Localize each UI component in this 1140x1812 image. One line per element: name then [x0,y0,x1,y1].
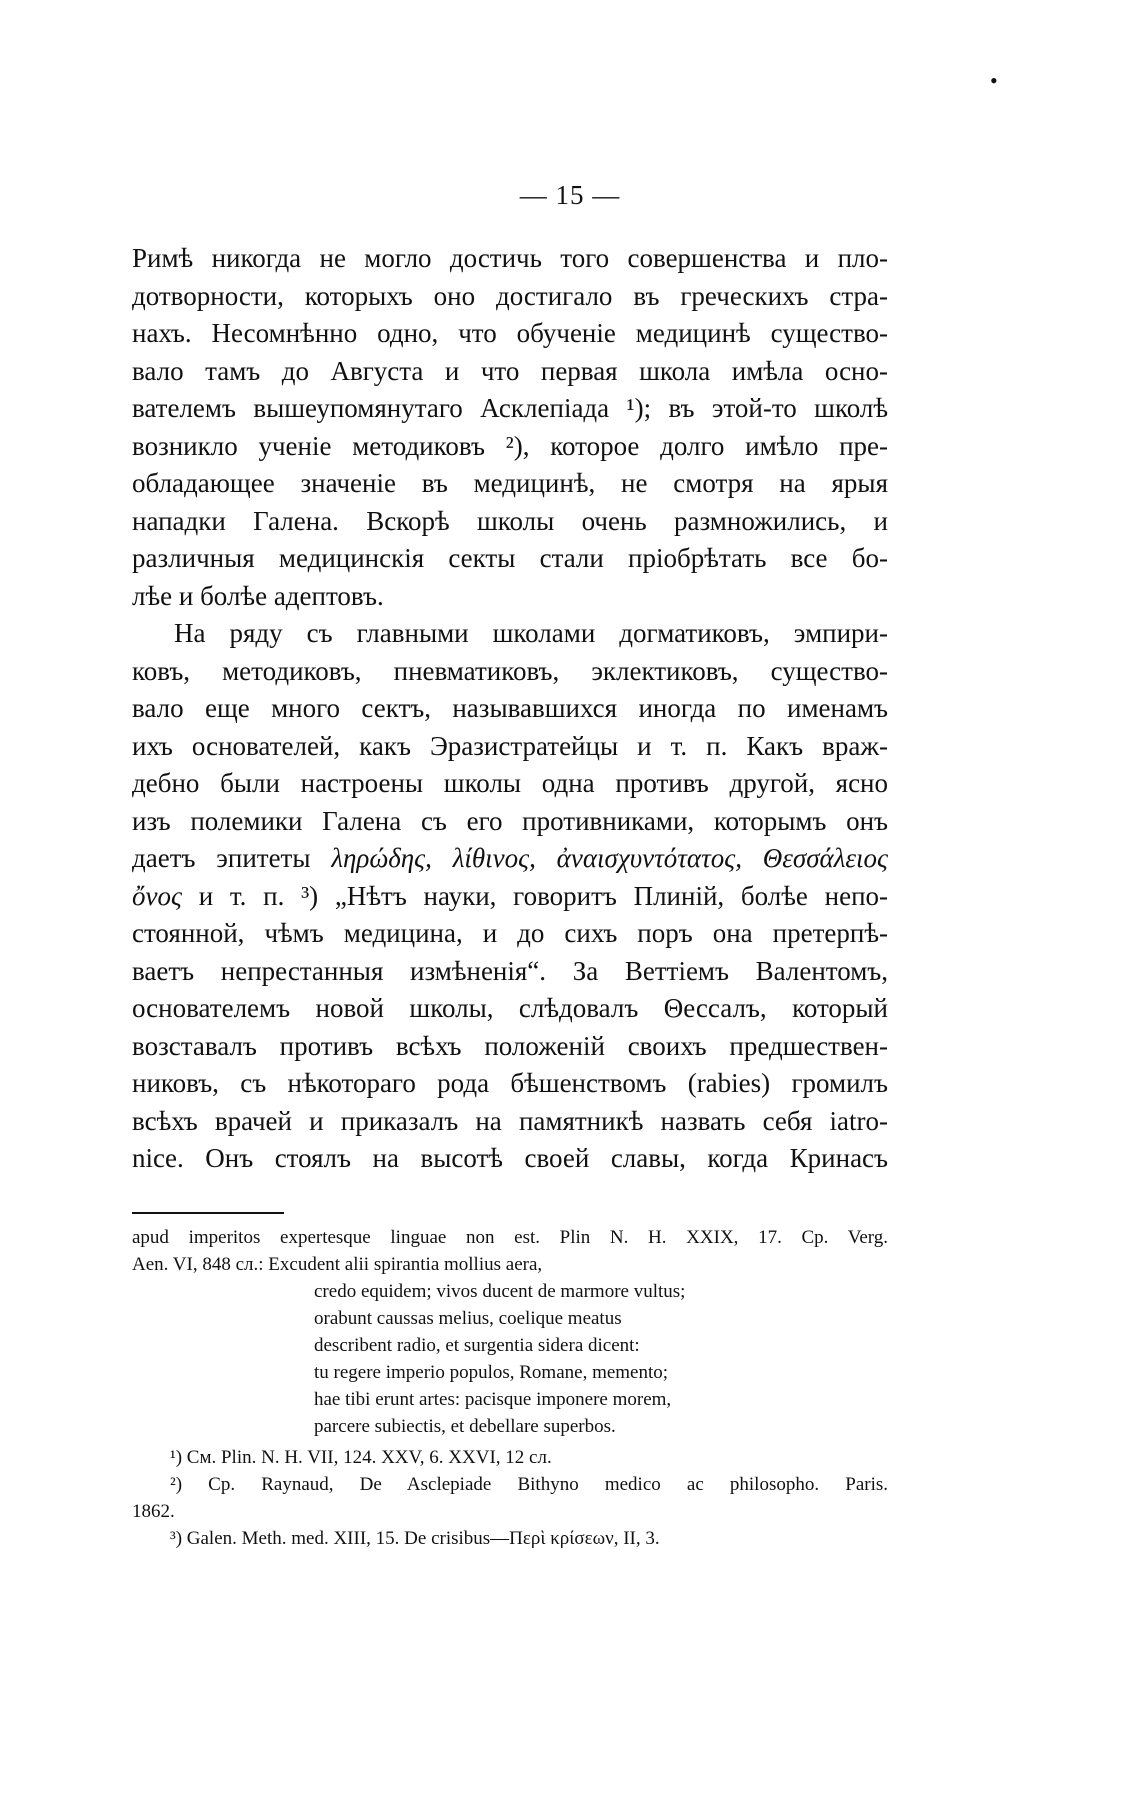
greek-word: ὄνος [132,880,182,911]
verse-line: tu regere imperio populos, Romane, memento; [314,1362,669,1383]
greek-epithets-line [132,840,888,878]
text-line: вало тамъ до Августа и что первая школа имѣла осно- [132,355,888,386]
footnote-line: Aen. VI, 848 сл.: Excudent alii spirantia mollius aera, [132,1254,543,1275]
footnote-2: ²) Cp. Raynaud, De Asclepiade Bithyno medico ac philosopho. Paris. [170,1474,888,1495]
text-line: ихъ основателей, какъ Эразистратейцы и т. п. Какъ враж- [132,730,888,761]
footnote-1: ¹) См. Plin. N. H. VII, 124. XXV, 6. XXVI, 12 сл. [170,1447,552,1468]
text-line: ковъ, методиковъ, пневматиковъ, эклектиковъ, существо- [132,655,888,686]
text-line: обладающее значеніе въ медицинѣ, не смотря на ярыя [132,468,888,498]
footnote-3: ³) Galen. Meth. med. XIII, 15. De crisibus—Περὶ κρίσεων, II, 3. [170,1528,660,1549]
text-line: стоянной, чѣмъ медицина, и до сихъ поръ она претерпѣ- [132,918,888,948]
text-line: никовъ, съ нѣкотораго рода бѣшенствомъ (rabies) громилъ [132,1068,888,1098]
text-line: нападки Галена. Вскорѣ школы очень размножились, и [132,505,888,536]
verse-line: describent radio, et surgentia sidera dicent: [314,1335,640,1356]
paragraph-1 [132,240,888,615]
text-line: основателемъ новой школы, слѣдовалъ Θессалъ, который [132,993,888,1023]
text-line: На ряду съ главными школами догматиковъ, эмпири- [174,618,888,648]
page-number: — 15 — [519,180,621,210]
text-line: вало еще много сектъ, называвшихся иногда по именамъ [132,693,888,723]
verse-line: parcere subiectis, et debellare superbos. [314,1416,616,1437]
text-line: лѣе и болѣе адептовъ. [132,580,384,611]
mixed-line-rest: и т. п. ³) „Нѣтъ науки, говоритъ Плиній, болѣе непо- [198,880,889,911]
text-line: Римѣ никогда не могло достичь того совершенства и пло- [132,243,888,273]
mixed-greek-line [132,878,888,916]
text-line: дебно были настроены школы одна противъ другой, ясно [132,768,888,798]
text-line: различныя медицинскія секты стали пріобрѣтать все бо- [132,543,888,573]
greek-epithets: ληρώδης, λίθινος, ἀναισχυντότατος, Θεσσάλειος [331,843,889,873]
text-line: ваетъ непрестанныя измѣненія“. За Веттіемъ Валентомъ, [132,955,888,986]
text-line: дотворности, которыхъ оно достигало въ греческихъ стра- [132,280,888,311]
text-line: nice. Онъ стоялъ на высотѣ своей славы, когда Кринасъ [132,1143,888,1173]
text-line: нахъ. Несомнѣнно одно, что обученіе медицинѣ существо- [132,318,888,348]
paragraph-2 [132,615,888,1178]
main-text [132,240,888,1178]
text-line: возставалъ противъ всѣхъ положеній своихъ предшествен- [132,1030,888,1061]
text-line: всѣхъ врачей и приказалъ на памятникѣ назвать себя iatro- [132,1105,888,1136]
corner-ink-mark: • [990,68,998,93]
text-line: вателемъ вышеупомянутаго Асклепіада ¹); въ этой-то школѣ [132,393,888,423]
verse-line: hae tibi erunt artes: pacisque imponere morem, [314,1389,672,1410]
footnote-line: apud imperitos expertesque linguae non est. Plin N. H. XXIX, 17. Cp. Verg. [132,1227,888,1248]
text-line: изъ полемики Галена съ его противниками, которымъ онъ [132,805,888,836]
footnote-divider [132,1212,284,1214]
verse-line: credo equidem; vivos ducent de marmore vultus; [314,1281,686,1302]
verse-line: orabunt caussas melius, coelique meatus [314,1308,622,1329]
text-line: возникло ученіе методиковъ ²), которое долго имѣло пре- [132,430,888,461]
greek-line-prefix: даетъ эпитеты [132,843,311,873]
footnotes [132,1224,888,1552]
footnote-2-continuation: 1862. [132,1501,175,1522]
